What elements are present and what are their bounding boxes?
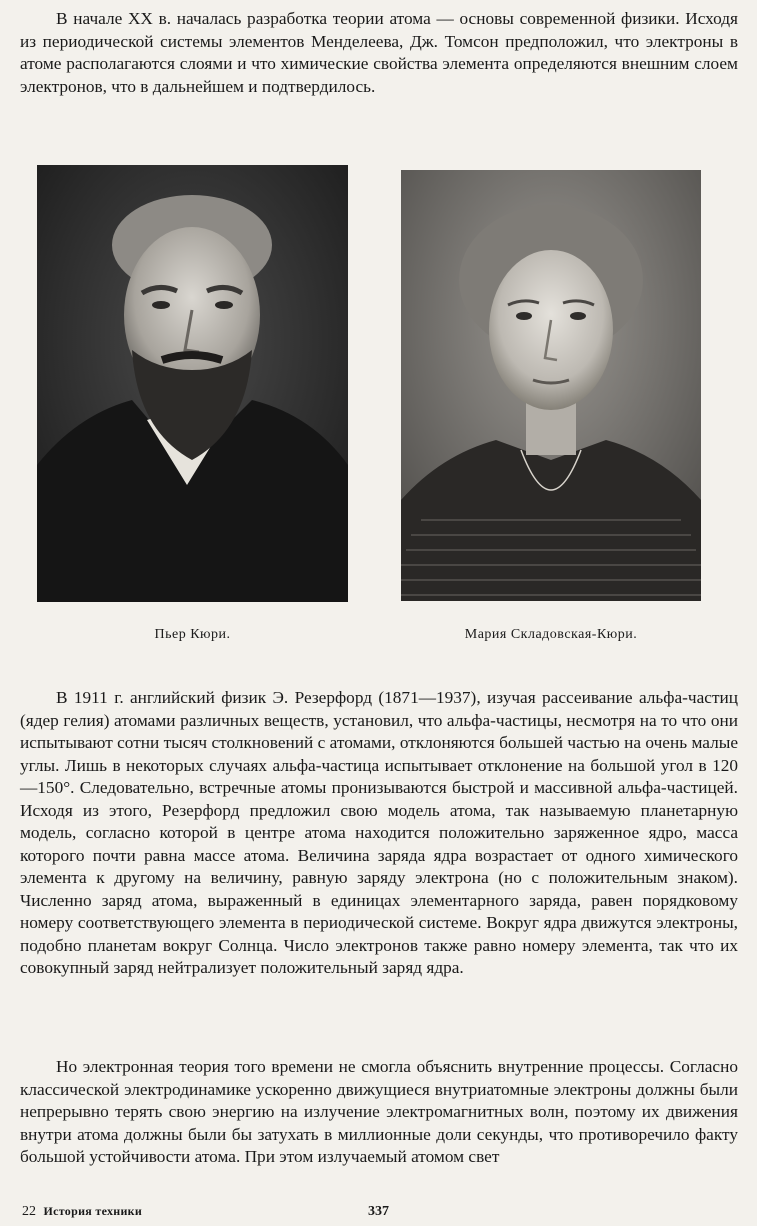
signature-title: История техники: [43, 1204, 143, 1218]
body-paragraph-rutherford: В 1911 г. английский физик Э. Резерфорд (1871—1937), изучая рассеивание альфа-частиц (ядер гелия) атомами различных веществ, установил, что альфа-частицы, несмотря на то что они испытывают сотни тысяч столкновений с атомами, отклоняются большей частью на очень малые углы. Лишь в некоторых случаях альфа-частица испытывает отклонение на большой угол в 120—150°. Следовательно, встречные атомы пронизываются быстрой и массивной альфа-частицей. Исходя из этого, Резерфорд предложил свою модель атома, так называемую планетарную модель, согласно которой в центре атома находится положительно заряженное ядро, масса которого почти равна массе атома. Величина заряда ядра возрастает от одного химического элемента к другому на величину, равную заряду электрона (но с положительным знаком). Численно заряд атома, выраженный в единицах элементарного заряда, равен порядковому номеру соответствующего элемента в периодической системе. Вокруг ядра движутся электроны, подобно планетам вокруг Солнца. Число электронов также равно номеру элемента, так что их совокупный заряд нейтрализует положительный заряд ядра.: [20, 688, 738, 977]
intro-paragraph: В начале XX в. началась разработка теории атома — основы современной физики. Исходя из периодической системы элементов Менделеева, Дж. Томсон предположил, что электроны в атоме располагаются слоями и что химические свойства элемента определяются внешним слоем электронов, что в дальнейшем и подтвердилось.: [20, 9, 738, 96]
pierre-curie-photo: [37, 165, 348, 602]
pierre-curie-portrait: [37, 165, 348, 602]
page-number: 337: [368, 1204, 389, 1219]
figure-caption-marie: Мария Складовская-Кюри.: [464, 627, 638, 642]
marie-curie-photo: [401, 170, 701, 601]
marie-curie-portrait: [401, 170, 701, 601]
signature-number: 22: [22, 1204, 36, 1219]
figure-caption-pierre: Пьер Кюри.: [154, 627, 231, 642]
body-paragraph-electron-theory: Но электронная теория того времени не смогла объяснить внутренние процессы. Согласно классической электродинамике ускоренно движущиеся внутриатомные электроны должны были непрерывно терять свою энергию на излучение электромагнитных волн, поэтому их движения внутри атома должны были бы затухать в миллионные доли секунды, что противоречило факту большой устойчивости атома. При этом излучаемый атомом свет: [20, 1057, 738, 1166]
footer-signature: [22, 1204, 142, 1220]
